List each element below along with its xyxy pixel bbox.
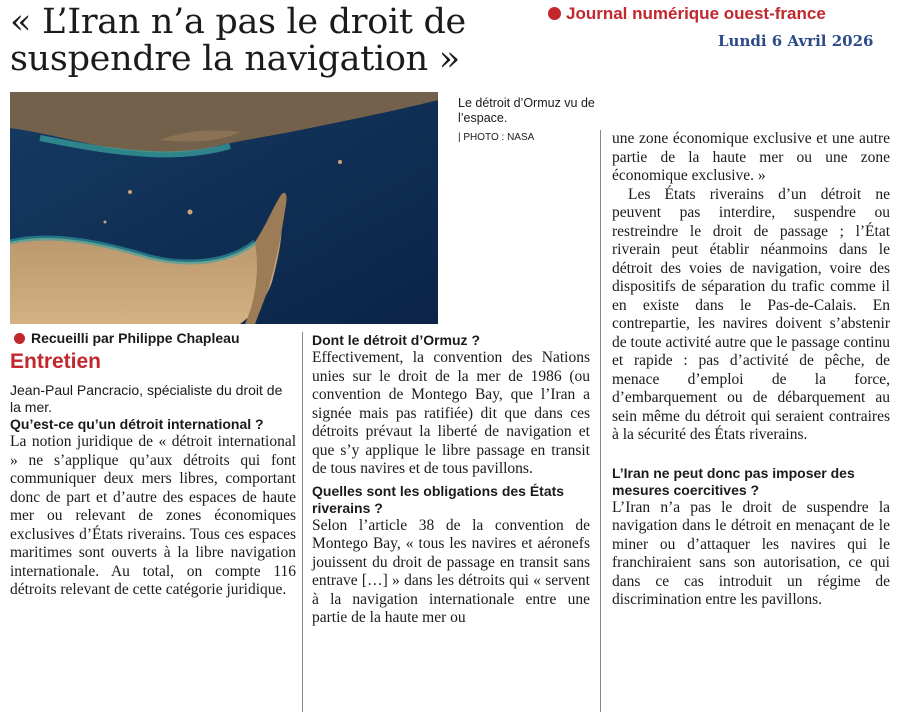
- byline-text: Recueilli par Philippe Chapleau: [31, 330, 240, 346]
- headline: « L’Iran n’a pas le droit de suspendre la navigation »: [10, 2, 466, 79]
- satellite-photo: [10, 92, 438, 324]
- question-3: Quelles sont les obligations des États riverains ?: [312, 482, 565, 516]
- answer-2: Effectivement, la convention des Nations unies sur le droit de la mer de 1986 (ou convention de Montego Bay, que l’Iran a signée mais pas ratifiée) dit que dans ces détroits prévaut la liberté de navigation et que s’y applique le libre passage en transit de tous navires et de tous pavillons.: [312, 349, 590, 477]
- caption-text: Le détroit d’Ormuz vu de l’espace.: [458, 96, 595, 125]
- photo-credit: | PHOTO : NASA: [458, 132, 535, 143]
- answer-4: L’Iran n’a pas le droit de suspendre la navigation dans le détroit en menaçant de le miner ou d’attaquer les navires qui le franchiraient sans son autorisation, ce qui dans ce cas introduit un régime de discrimination entre les pavillons.: [612, 498, 890, 608]
- column-2: [312, 332, 590, 628]
- strait-of-hormuz-image: [10, 92, 438, 324]
- publication-date: Lundi 6 Avril 2026: [718, 32, 874, 50]
- brand-logo-icon: [548, 7, 561, 20]
- brand-label: Journal numérique ouest-france: [566, 4, 826, 23]
- question-2: Dont le détroit d’Ormuz ?: [312, 332, 480, 348]
- brand[interactable]: [548, 4, 826, 24]
- question-1: Qu’est-ce qu’un détroit international ?: [10, 416, 264, 432]
- answer-3-paragraph-2: Les États riverains d’un détroit ne peuvent pas interdire, suspendre ou restreindre le droit de passage ; l’État riverain peut établir néanmoins dans le détroit des voies de navigation, voire des dispositifs de séparation du trafic comme il en existe dans le Pas-de-Calais. En contrepartie, les navires doivent s’abstenir de toute activité autre que le passage continu et rapide : pas d’activité de pêche, de menace d’emploi de la force, d’embarquement ou de débarquement au sein même du détroit qui seraient contraires à la sécurité des États riverains.: [612, 185, 890, 443]
- column-3: [612, 130, 890, 610]
- byline: [14, 330, 240, 346]
- column-1: [10, 382, 296, 600]
- answer-1: La notion juridique de « détroit international » ne s’applique qu’aux détroits qui font communiquer deux mers libres, comportant donc de part et d’autre des espaces de haute mer ou relevant de zones économiques exclusives d’États riverains. Tous ces espaces maritimes sont ouverts à la libre navigation internationale. Au total, on compte 116 détroits relevant de cette catégorie juridique.: [10, 433, 296, 598]
- photo-caption: [458, 96, 598, 145]
- column-divider: [302, 332, 303, 712]
- column-divider: [600, 130, 601, 712]
- interviewee-intro: Jean-Paul Pancracio, spécialiste du droit de la mer.: [10, 382, 283, 415]
- byline-bullet-icon: [14, 333, 25, 344]
- answer-3-continued: une zone économique exclusive et une autre partie de la haute mer ou une zone économique exclusive. »: [612, 130, 890, 184]
- answer-3: Selon l’article 38 de la convention de Montego Bay, « tous les navires et aéronefs jouissent du droit de passage en transit sans entrave […] » dans les détroits qui « servent à la navigation internationale entre une partie de la haute mer ou: [312, 516, 590, 626]
- question-4: L’Iran ne peut donc pas imposer des mesures coercitives ?: [612, 464, 855, 498]
- section-label: Entretien: [10, 350, 102, 373]
